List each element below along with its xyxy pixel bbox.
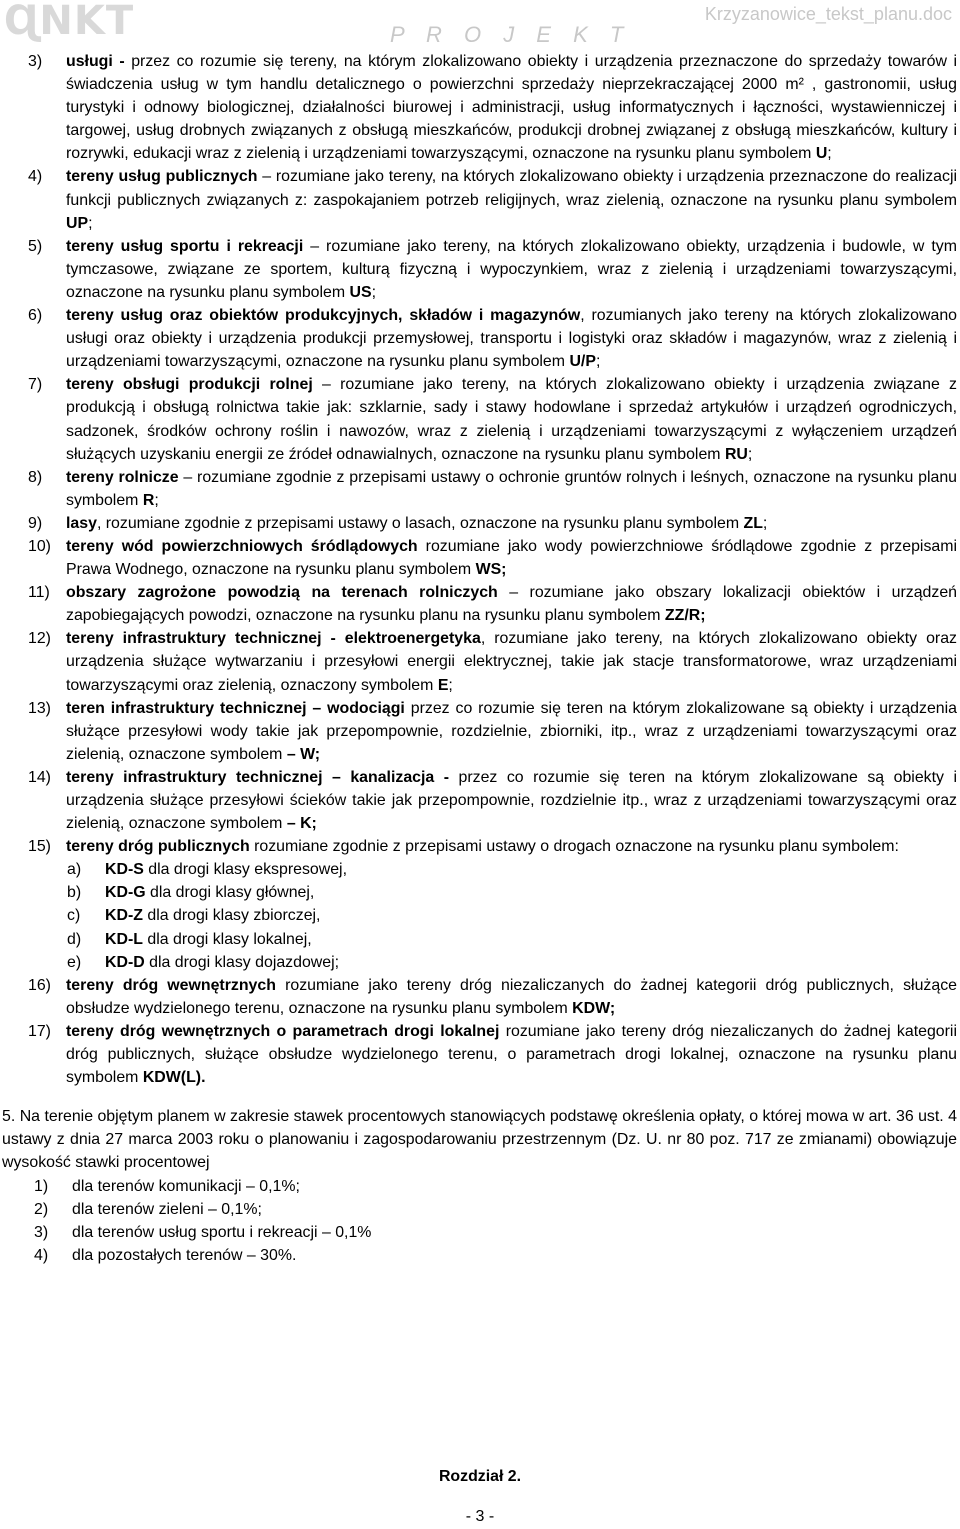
definition-item	[28, 974, 957, 1020]
item-symbol: KDW(L).	[142, 1069, 206, 1087]
item-number: 17)	[28, 1022, 51, 1040]
item-number: 8)	[28, 468, 43, 486]
definition-item	[28, 373, 957, 465]
item-number: 4)	[28, 168, 43, 186]
definition-item	[28, 50, 958, 165]
item-number: 9)	[28, 514, 43, 532]
company-logo: ɊNKT	[4, 0, 135, 44]
definition-item	[28, 165, 958, 234]
item-number: 3)	[34, 1223, 49, 1241]
road-description: dla drogi klasy dojazdowej;	[144, 953, 340, 971]
page-header	[0, 0, 960, 47]
definition-item	[28, 235, 957, 304]
item-symbol: – W;	[286, 745, 321, 763]
item-description: rozumiane zgodnie z przepisami ustawy o drogach oznaczone na rysunku planu symbolem:	[249, 838, 899, 856]
item-symbol: ZL	[743, 514, 763, 532]
definition-item	[28, 627, 957, 696]
definition-item	[28, 466, 957, 512]
rates-list	[0, 1175, 960, 1267]
rate-text: dla pozostałych terenów – 30%.	[72, 1246, 297, 1264]
rate-item	[34, 1244, 960, 1267]
road-symbol-item	[67, 951, 955, 974]
item-number: a)	[67, 861, 82, 879]
rate-text: dla terenów komunikacji – 0,1%;	[72, 1177, 300, 1195]
item-description: – rozumiane jako obszary lokalizacji obiektów i urządzeń zapobiegających powodzi, oznaczone na rysunku planu na rysunku planu symbolem	[66, 584, 957, 625]
definition-item	[28, 512, 957, 535]
road-description: dla drogi klasy głównej,	[145, 884, 315, 902]
item-term: tereny infrastruktury technicznej – kanalizacja -	[66, 768, 450, 786]
item-number: 11)	[28, 584, 50, 602]
item-number: e)	[67, 953, 82, 971]
item-term: tereny rolnicze	[66, 468, 179, 486]
item-term: tereny dróg wewnętrznych o parametrach drogi lokalnej	[66, 1022, 500, 1040]
item-number: 1)	[34, 1177, 49, 1195]
definition-item	[28, 304, 958, 373]
item-description: – rozumiane jako tereny, na których zlokalizowano obiekty i urządzenia związane z produkcją i obsługą rolnictwa takie jak: szklarnie, sady i stawy hodowlane i sprzedaż artykułów i urządzeń ogrodniczych, sadzonek, środków ochrony roślin i nawozów, wraz z zielenią i urządzeniami towarzyszącymi z wyłączeniem urządzeń służących uzyskaniu energii ze źródeł odnawialnych, oznaczone na rysunku planu symbolem	[66, 376, 957, 463]
item-number: 4)	[34, 1246, 49, 1264]
item-description: , rozumianych jako tereny na których zlokalizowano usługi oraz obiekty i urządzenia produkcji przemysłowej, transportu i logistyki oraz składów i magazynów, wraz z zielenią i urządzeniami towarzyszącymi, oznaczone na rysunku planu symbolem	[66, 307, 958, 371]
road-symbol-item	[67, 904, 955, 927]
rate-item	[34, 1198, 960, 1221]
rate-text: dla terenów usług sportu i rekreacji – 0,1%	[72, 1223, 372, 1241]
item-symbol: U	[815, 145, 828, 163]
road-description: dla drogi klasy lokalnej,	[142, 930, 312, 948]
item-number: 10)	[28, 537, 51, 555]
item-term: usługi -	[66, 53, 125, 70]
rate-item	[34, 1221, 960, 1244]
item-description: przez co rozumie się teren na którym zlokalizowane są obiekty i urządzenia służące przesyłowi ścieków takie jak przepompownie, rozdzielnie itp., wraz z urządzeniami towarzyszącymi oraz zielenią, oznaczone symbolem	[66, 768, 957, 833]
item-number: 6)	[28, 307, 43, 325]
definition-item	[28, 535, 957, 581]
item-description: – rozumiane jako tereny, na których zlokalizowano obiekty, urządzenia i budowle, w tym tymczasowe, związane ze sportem, kulturą fizyczną i wypoczynkiem, wraz z zielenią i urządzeniami towarzyszącymi, oznaczone na rysunku planu symbolem	[66, 237, 957, 301]
page-number: - 3 -	[465, 1508, 495, 1525]
item-description: – rozumiane jako tereny, na których zlokalizowano obiekty i urządzenia przeznaczone do realizacji funkcji publicznych związanych z: zaspokajaniem potrzeb religijnych, wraz zielenią, oznaczone na rysunku planu symbolem	[66, 168, 958, 209]
item-term: tereny obsługi produkcji rolnej	[66, 376, 313, 394]
item-number: 7)	[28, 376, 43, 394]
item-symbol: ZZ/R;	[664, 607, 706, 625]
road-description: dla drogi klasy zbiorczej,	[142, 907, 321, 925]
rate-item	[34, 1175, 960, 1198]
item-term: teren infrastruktury technicznej – wodociągi	[66, 699, 405, 717]
item-end: ;	[88, 214, 93, 232]
rate-text: dla terenów zieleni – 0,1%;	[72, 1200, 262, 1218]
item-end: ;	[371, 283, 377, 301]
item-end: ;	[747, 445, 753, 463]
item-number: b)	[67, 884, 82, 902]
item-symbol: – K;	[286, 815, 317, 833]
definition-item	[28, 1020, 957, 1089]
item-term: tereny usług sportu i rekreacji	[66, 237, 304, 255]
item-term: obszary zagrożone powodzią na terenach rolniczych	[66, 584, 498, 602]
road-symbols-list	[0, 858, 960, 973]
item-symbol: RU	[724, 445, 748, 463]
item-term: tereny wód powierzchniowych śródlądowych	[66, 537, 418, 555]
item-number: 12)	[28, 630, 51, 648]
document-body	[0, 50, 960, 1267]
item-symbol: U/P	[569, 353, 596, 371]
item-end: ;	[827, 145, 832, 163]
item-description: , rozumiane jako tereny, na których zlokalizowano obiekty oraz urządzenia służące wytwarzaniu i przesyłowi energii elektrycznej, takie jak stacje transformatorowe, wraz urządzeniami towarzyszącymi oraz zielenią, oznaczony symbolem	[66, 630, 957, 694]
item-number: d)	[67, 930, 82, 948]
definition-item	[28, 697, 957, 766]
road-symbol: KD-S	[105, 861, 144, 879]
road-symbol-item	[67, 858, 955, 881]
item-number: 13)	[28, 699, 51, 717]
item-number: 16)	[28, 976, 51, 994]
item-description: przez co rozumie się teren na którym zlokalizowane są obiekty i urządzenia służące przesyłowi wody takie jak przepompownie, rozdzielnie, zbiorniki, itp., wraz z urządzeniami towarzyszącymi oraz zielenią, oznaczone symbolem	[66, 699, 957, 763]
road-symbol: KD-D	[105, 953, 145, 971]
item-description: – rozumiane zgodnie z przepisami ustawy o ochronie gruntów rolnych i leśnych, oznaczone na rysunku planu symbolem	[66, 468, 957, 509]
item-symbol: UP	[66, 214, 89, 232]
item-end: ;	[448, 676, 453, 694]
item-symbol: E	[437, 676, 449, 694]
item-number: 2)	[34, 1200, 49, 1218]
item-number: c)	[67, 907, 81, 925]
definitions-list-continued	[0, 974, 960, 1089]
item-symbol: R	[142, 491, 155, 509]
item-description: rozumiane jako wody powierzchniowe śródlądowe zgodnie z przepisami Prawa Wodnego, oznaczone na rysunku planu symbolem	[66, 537, 957, 579]
road-symbol-item	[67, 928, 955, 951]
item-number: 14)	[28, 768, 51, 786]
item-symbol: KDW;	[572, 999, 616, 1017]
definition-item	[28, 766, 957, 835]
road-symbol: KD-L	[105, 930, 143, 948]
item-description: rozumiane jako tereny dróg niezaliczanych do żadnej kategorii dróg publicznych, służące obsłudze wydzielonego terenu, oznaczone na rysunku planu symbolem	[66, 976, 957, 1017]
item-end: ;	[154, 491, 159, 509]
item-end: ;	[595, 353, 601, 371]
item-description: , rozumiane zgodnie z przepisami ustawy o lasach, oznaczone na rysunku planu symbolem	[96, 514, 744, 532]
header-filename: Krzyzanowice_tekst_planu.doc	[704, 4, 952, 24]
item-number: 3)	[28, 53, 43, 70]
logo-subtitle: P R O J E K T	[390, 22, 632, 47]
item-number: 15)	[28, 838, 51, 856]
road-symbol: KD-G	[105, 884, 146, 902]
chapter-heading: Rozdział 2.	[438, 1468, 522, 1485]
item-term: lasy	[66, 514, 97, 532]
item-term: tereny dróg wewnętrznych	[66, 976, 276, 994]
item-term: tereny usług oraz obiektów produkcyjnych, składów i magazynów	[66, 307, 581, 325]
item-term: tereny infrastruktury technicznej - elektroenergetyka	[66, 630, 481, 648]
item-description: przez co rozumie się tereny, na którym zlokalizowano obiekty i urządzenia przeznaczone do sprzedaży towarów i świadczenia usług w tym handlu detalicznego o powierzchni sprzedaży nieprzekraczającej 2000 m² , gastronomii, usług turystyki i odnowy biologicznej, działalności biurowej i administracji, usług informatycznych i łączności, wystawienniczej i targowej, usług drobnych związanych z obsługą mieszkańców, produkcji drobnej związanej z obsługą mieszkańców, kultury i rozrywki, edukacji wraz z zielenią i urządzeniami towarzyszącymi, oznaczone na rysunku planu symbolem	[66, 53, 958, 163]
item-number: 5)	[28, 237, 43, 255]
item-term: tereny dróg publicznych	[66, 838, 250, 856]
definition-item	[28, 835, 957, 858]
road-symbol-item	[67, 881, 955, 904]
item-end: ;	[762, 514, 768, 532]
item-symbol: US	[349, 283, 372, 301]
definition-item	[28, 581, 957, 627]
item-symbol: WS;	[475, 561, 507, 579]
item-description: rozumiane jako tereny dróg niezaliczanych do żadnej kategorii dróg publicznych, służące obsłudze wydzielonego terenu, o parametrach drogi lokalnej, oznaczone na rysunku planu symbolem	[66, 1022, 957, 1087]
definitions-list	[0, 50, 960, 858]
road-description: dla drogi klasy ekspresowej,	[143, 861, 347, 879]
item-term: tereny usług publicznych	[66, 168, 258, 186]
road-symbol: KD-Z	[105, 907, 143, 925]
section-5-paragraph: 5. Na terenie objętym planem w zakresie stawek procentowych stanowiących podstawę określenia opłaty, o której mowa w art. 36 ust. 4 ustawy z dnia 27 marca 2003 roku o planowaniu i zagospodarowaniu przestrzennym (Dz. U. nr 80 poz. 717 ze zmianami) obowiązuje wysokość stawki procentowej	[2, 1108, 957, 1172]
